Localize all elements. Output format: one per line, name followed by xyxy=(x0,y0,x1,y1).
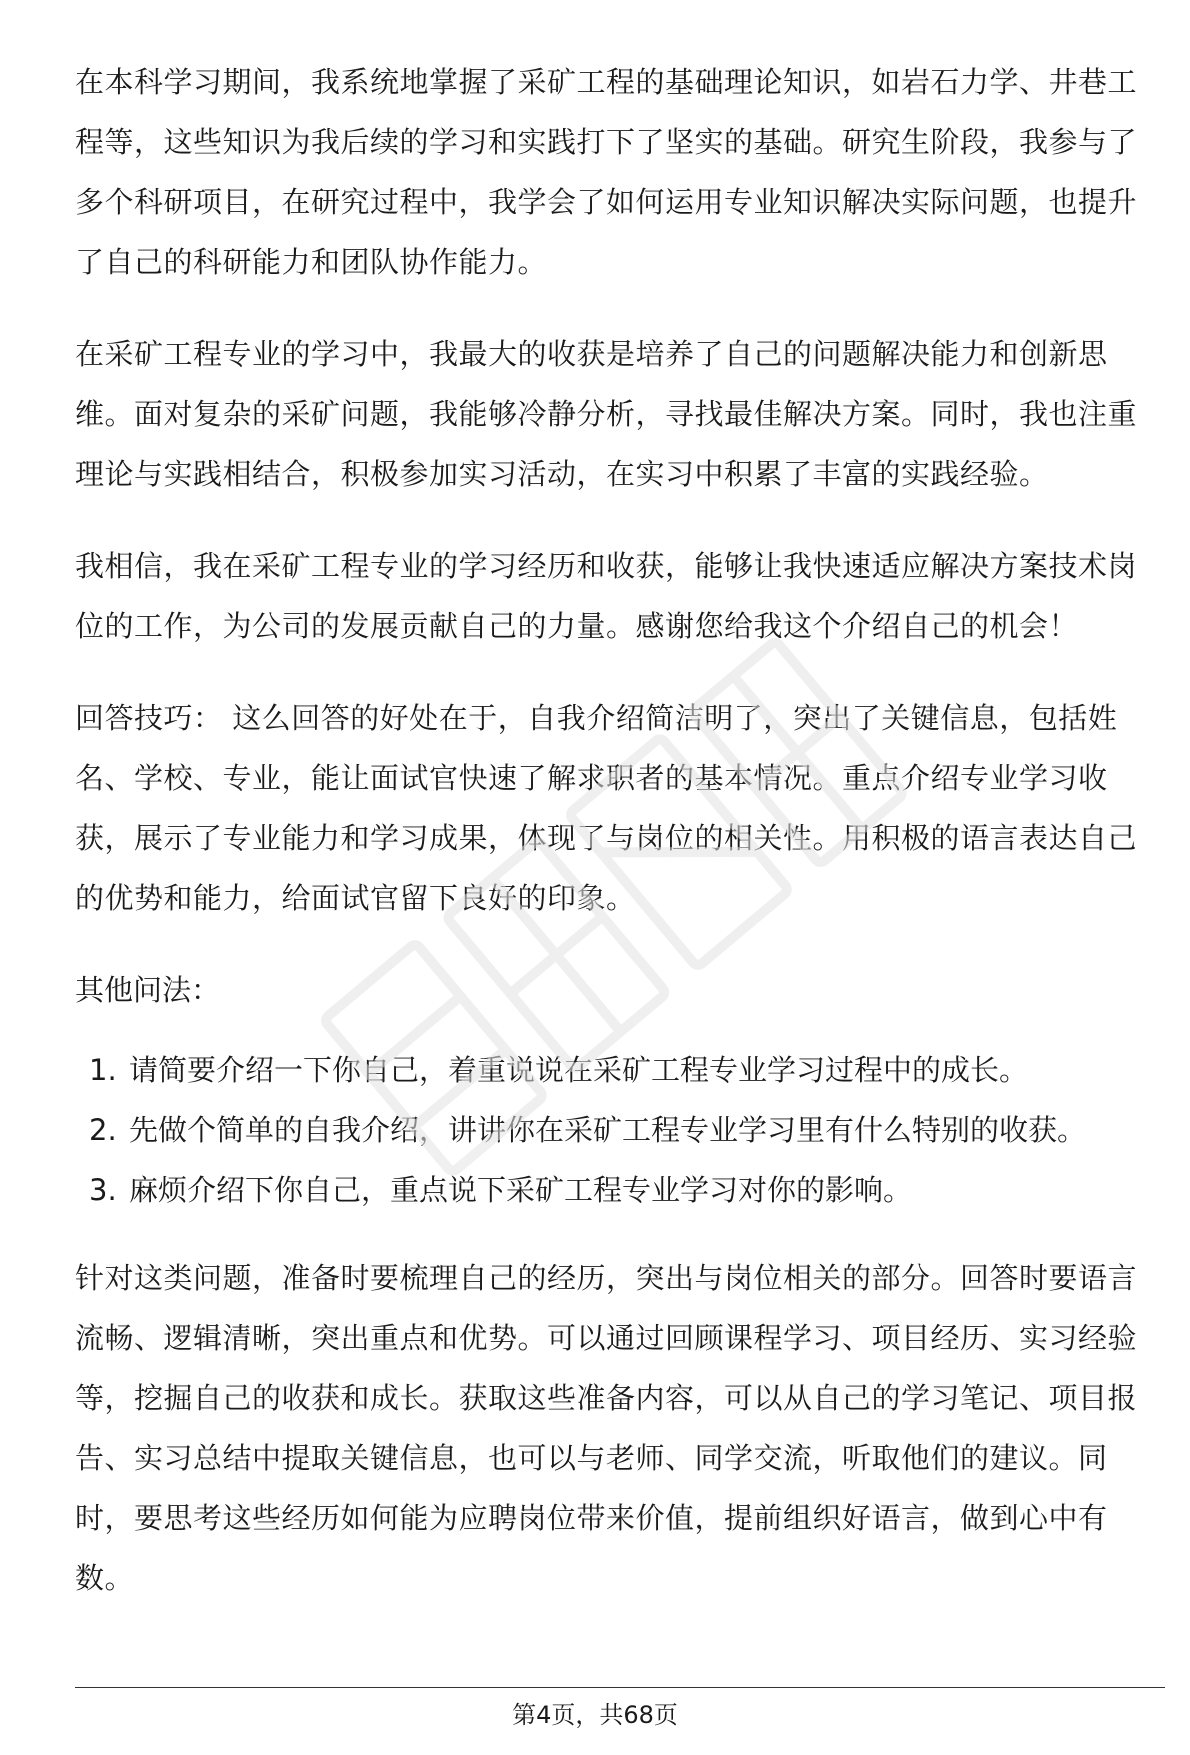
paragraph-gains: 在采矿工程专业的学习中，我最大的收获是培养了自己的问题解决能力和创新思维。面对复杂的采矿问题，我能够冷静分析，寻找最佳解决方案。同时，我也注重理论与实践相结合，积极参加实习活动，在实习中积累了丰富的实践经验。 xyxy=(75,337,1138,491)
list-item xyxy=(75,1160,1165,1220)
document-body xyxy=(75,52,1165,1640)
page-number: 第4页，共68页 xyxy=(512,1701,678,1729)
list-item-number: 2. xyxy=(89,1113,117,1147)
paragraph-study-period: 在本科学习期间，我系统地掌握了采矿工程的基础理论知识，如岩石力学、井巷工程等，这些知识为我后续的学习和实践打下了坚实的基础。研究生阶段，我参与了多个科研项目，在研究过程中，我学会了如何运用专业知识解决实际问题，也提升了自己的科研能力和团队协作能力。 xyxy=(75,65,1138,279)
list-item-text: 先做个简单的自我介绍，讲讲你在采矿工程专业学习里有什么特别的收获。 xyxy=(129,1113,1087,1147)
paragraph-preparation-advice: 针对这类问题，准备时要梳理自己的经历，突出与岗位相关的部分。回答时要语言流畅、逻辑清晰，突出重点和优势。可以通过回顾课程学习、项目经历、实习经验等，挖掘自己的收获和成长。获取这些准备内容，可以从自己的学习笔记、项目报告、实习总结中提取关键信息，也可以与老师、同学交流，听取他们的建议。同时，要思考这些经历如何能为应聘岗位带来价值，提前组织好语言，做到心中有数。 xyxy=(75,1261,1138,1595)
other-questions-label: 其他问法： xyxy=(75,973,221,1007)
other-questions-list xyxy=(75,1040,1165,1220)
list-item-text: 麻烦介绍下你自己，重点说下采矿工程专业学习对你的影响。 xyxy=(129,1173,913,1207)
list-item xyxy=(75,1100,1165,1160)
list-item-number: 3. xyxy=(89,1173,117,1207)
list-item-text: 请简要介绍一下你自己，着重说说在采矿工程专业学习过程中的成长。 xyxy=(129,1053,1029,1087)
list-item-number: 1. xyxy=(89,1053,117,1087)
paragraph-conclusion: 我相信，我在采矿工程专业的学习经历和收获，能够让我快速适应解决方案技术岗位的工作，为公司的发展贡献自己的力量。感谢您给我这个介绍自己的机会！ xyxy=(75,549,1138,643)
footer-divider xyxy=(75,1687,1165,1688)
list-item xyxy=(75,1040,1165,1100)
paragraph-answer-tips: 回答技巧： 这么回答的好处在于，自我介绍简洁明了，突出了关键信息，包括姓名、学校、专业，能让面试官快速了解求职者的基本情况。重点介绍专业学习收获，展示了专业能力和学习成果，体现了与岗位的相关性。用积极的语言表达自己的优势和能力，给面试官留下良好的印象。 xyxy=(75,701,1138,915)
